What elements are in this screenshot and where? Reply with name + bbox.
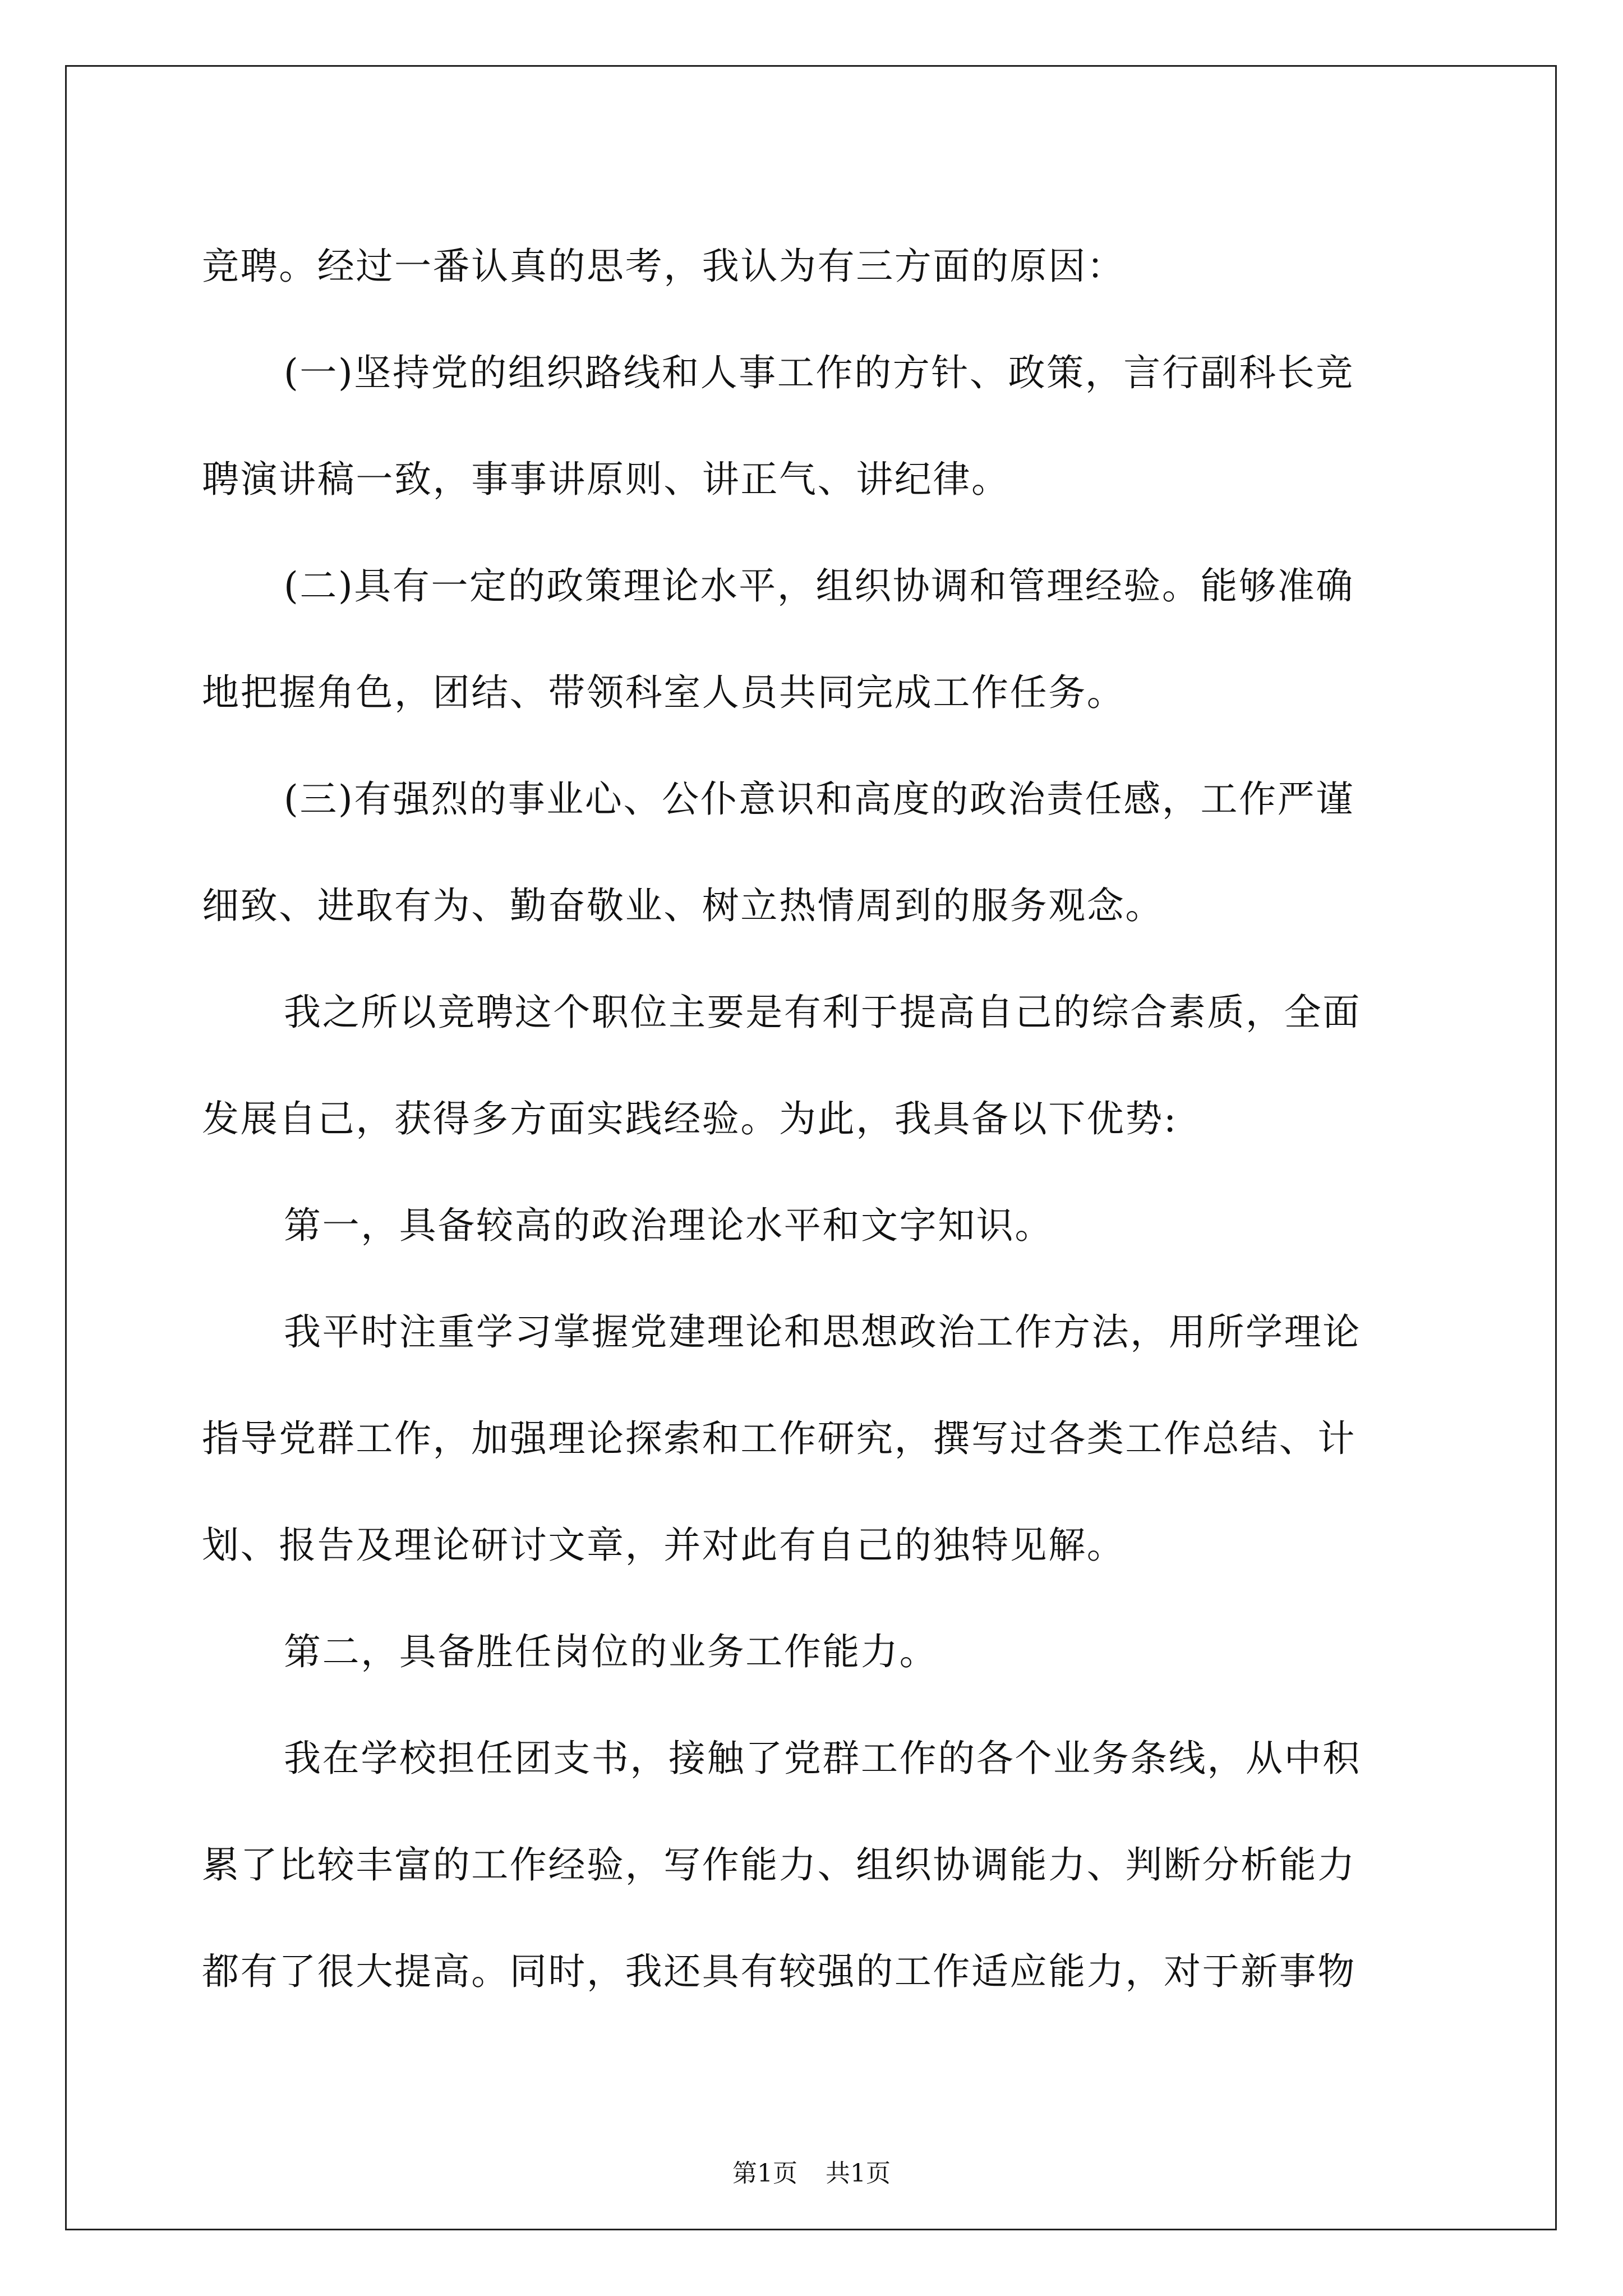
text-line: 我平时注重学习掌握党建理论和思想政治工作方法，用所学理论	[284, 1310, 1361, 1354]
text-line: 第二，具备胜任岗位的业务工作能力。	[284, 1630, 938, 1673]
text-line: 聘演讲稿一致，事事讲原则、讲正气、讲纪律。	[202, 458, 1010, 501]
text-line: 我在学校担任团支书，接触了党群工作的各个业务条线，从中积	[284, 1737, 1361, 1780]
text-line: 发展自己，获得多方面实践经验。为此，我具备以下优势:	[202, 1097, 1178, 1140]
text-line: (一)坚持党的组织路线和人事工作的方针、政策，言行副科长竞	[284, 351, 1354, 394]
text-line: 累了比较丰富的工作经验，写作能力、组织协调能力、判断分析能力	[202, 1843, 1356, 1887]
text-line: 第一，具备较高的政治理论水平和文字知识。	[284, 1204, 1053, 1247]
text-line: 都有了很大提高。同时，我还具有较强的工作适应能力，对于新事物	[202, 1950, 1356, 1993]
text-line: 竞聘。经过一番认真的思考，我认为有三方面的原因：	[202, 245, 1126, 288]
text-line: 地把握角色，团结、带领科室人员共同完成工作任务。	[202, 671, 1126, 714]
document-body	[202, 213, 1428, 2025]
body-text	[202, 213, 1428, 2025]
text-line: (三)有强烈的事业心、公仆意识和高度的政治责任感，工作严谨	[284, 777, 1354, 821]
page-total: 共1页	[826, 2159, 891, 2188]
text-line: 指导党群工作，加强理论探索和工作研究，撰写过各类工作总结、计	[202, 1417, 1356, 1460]
text-line: 划、报告及理论研讨文章，并对此有自己的独特见解。	[202, 1524, 1126, 1567]
page-number: 第1页	[732, 2159, 797, 2188]
text-line: 细致、进取有为、勤奋敬业、树立热情周到的服务观念。	[202, 884, 1164, 927]
page-footer	[0, 2157, 1623, 2191]
text-line: 我之所以竞聘这个职位主要是有利于提高自己的综合素质，全面	[284, 991, 1361, 1034]
text-line: (二)具有一定的政策理论水平，组织协调和管理经验。能够准确	[284, 564, 1354, 608]
